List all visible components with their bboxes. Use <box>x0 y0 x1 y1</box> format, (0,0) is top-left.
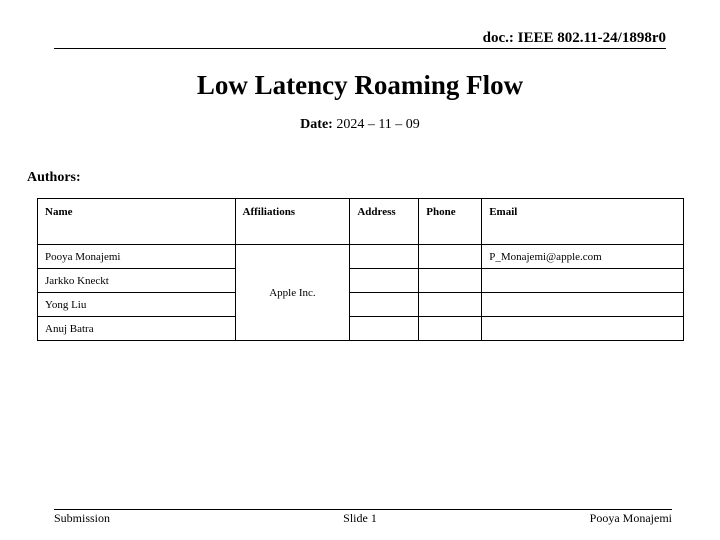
author-email <box>482 317 684 341</box>
footer-divider <box>54 509 672 510</box>
header-divider <box>54 48 666 49</box>
date-line <box>0 117 720 133</box>
column-header-name: Name <box>38 199 236 245</box>
author-address <box>350 317 419 341</box>
column-header-email: Email <box>482 199 684 245</box>
footer-submission: Submission <box>54 511 111 525</box>
date-label: Date: <box>300 117 333 132</box>
author-email <box>482 293 684 317</box>
column-header-address: Address <box>350 199 419 245</box>
date-value: 2024 – 11 – 09 <box>336 117 420 132</box>
author-phone <box>419 245 482 269</box>
column-header-phone: Phone <box>419 199 482 245</box>
table-header-row <box>38 199 684 245</box>
author-address <box>350 269 419 293</box>
author-email <box>482 269 684 293</box>
document-id: doc.: IEEE 802.11-24/1898r0 <box>482 30 666 46</box>
footer-author: Pooya Monajemi <box>589 511 672 525</box>
author-name: Jarkko Kneckt <box>38 269 236 293</box>
author-name: Yong Liu <box>38 293 236 317</box>
author-address <box>350 245 419 269</box>
table-row <box>38 317 684 341</box>
table-row <box>38 269 684 293</box>
author-phone <box>419 269 482 293</box>
authors-table <box>37 198 684 341</box>
author-phone <box>419 293 482 317</box>
author-affiliation: Apple Inc. <box>235 245 350 341</box>
table-row <box>38 293 684 317</box>
author-address <box>350 293 419 317</box>
author-email: P_Monajemi@apple.com <box>482 245 684 269</box>
author-name: Pooya Monajemi <box>38 245 236 269</box>
table-row <box>38 245 684 269</box>
footer-slide-number: Slide 1 <box>343 511 377 525</box>
author-phone <box>419 317 482 341</box>
author-name: Anuj Batra <box>38 317 236 341</box>
column-header-affiliations: Affiliations <box>235 199 350 245</box>
authors-label: Authors: <box>27 170 81 185</box>
slide-title: Low Latency Roaming Flow <box>196 70 524 100</box>
